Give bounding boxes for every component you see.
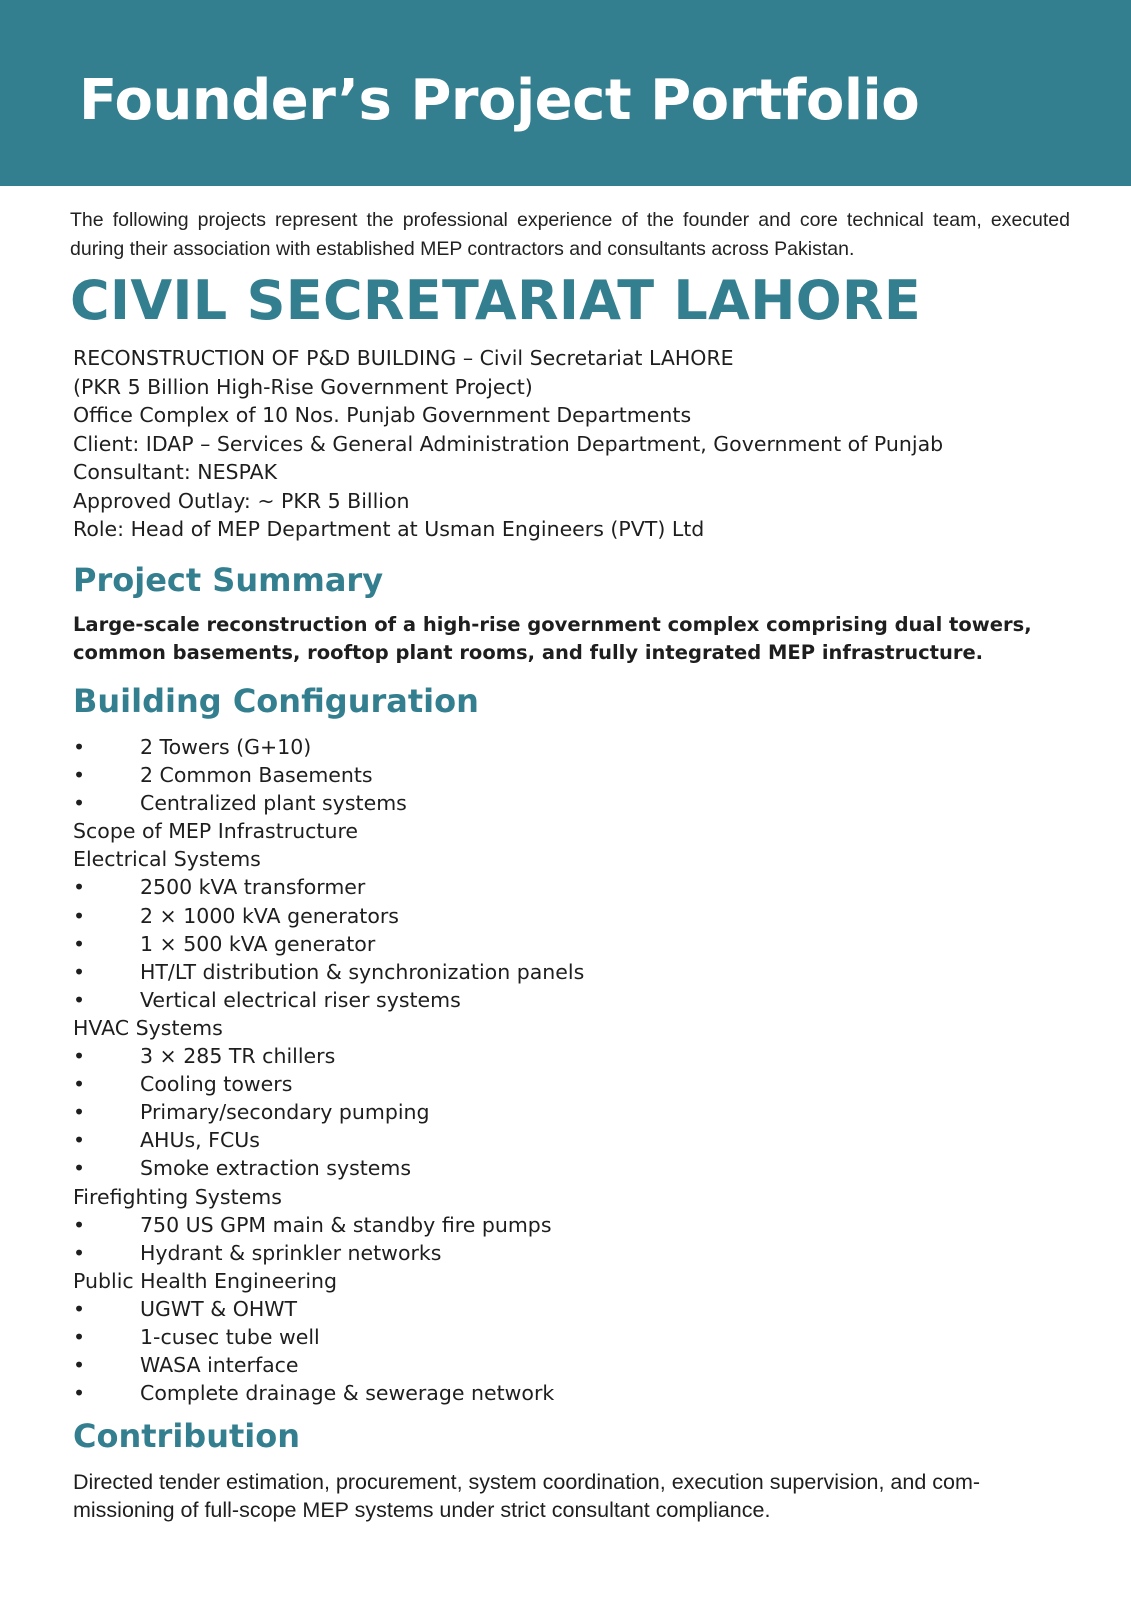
bullet-item xyxy=(73,1042,358,1070)
bullet-icon: • xyxy=(73,791,86,816)
bullet-text: Complete drainage & sewerage network xyxy=(140,1381,555,1406)
detail-line: Approved Outlay: ~ PKR 5 Billion xyxy=(73,488,410,513)
bullet-text: HT/LT distribution & synchronization panels xyxy=(140,959,585,984)
bullet-text: Smoke extraction systems xyxy=(140,1156,412,1181)
bullet-icon: • xyxy=(73,1240,86,1265)
bullet-text: Vertical electrical riser systems xyxy=(140,987,461,1012)
bullet-icon: • xyxy=(73,735,86,759)
bullet-icon: • xyxy=(73,763,86,788)
bullet-item xyxy=(73,902,399,930)
bullet-icon: • xyxy=(73,903,86,928)
bullet-item xyxy=(73,986,461,1014)
bullet-text: Centralized plant systems xyxy=(140,791,407,816)
bullet-icon: • xyxy=(73,1212,86,1237)
bullet-text: 1 × 500 kVA generator xyxy=(140,931,376,956)
bullet-text: 3 × 285 TR chillers xyxy=(140,1044,336,1069)
bullet-item xyxy=(73,1070,358,1098)
bullet-text: 2 Common Basements xyxy=(140,763,373,788)
bullet-icon: • xyxy=(73,1381,86,1406)
bullet-text: 2500 kVA transformer xyxy=(140,875,366,900)
bullet-item xyxy=(73,873,366,901)
bullet-text: Cooling towers xyxy=(140,1072,293,1097)
bullet-item xyxy=(73,1154,412,1182)
configuration-list xyxy=(73,733,585,1407)
bullet-icon: • xyxy=(73,1156,86,1181)
detail-line: Office Complex of 10 Nos. Punjab Government Departments xyxy=(73,403,692,427)
detail-line: RECONSTRUCTION OF P&D BUILDING – Civil Secretariat LAHORE xyxy=(73,346,734,370)
summary-text: Large-scale reconstruction of a high-rise government complex comprising dual towers, common basements, rooftop plant rooms, and fully integrated MEP infrastructure. xyxy=(73,613,1032,664)
bullet-icon: • xyxy=(73,987,86,1012)
bullet-icon: • xyxy=(73,1353,86,1378)
bullet-icon: • xyxy=(73,1100,86,1125)
bullet-item xyxy=(73,1239,442,1267)
bullet-text: 1-cusec tube well xyxy=(140,1324,320,1349)
bullet-item xyxy=(73,1295,358,1323)
header-banner xyxy=(0,0,1131,186)
section-subheading: Scope of MEP Infrastructure xyxy=(73,819,359,844)
bullet-text: 750 US GPM main & standby fire pumps xyxy=(140,1212,552,1237)
intro-paragraph: The following projects represent the professional experience of the founder and core technical team, executed during their association with established MEP contractors and consultants across Pakistan. xyxy=(70,209,1070,260)
section-subheading: Firefighting Systems xyxy=(73,1184,282,1209)
contribution-text: Directed tender estimation, procurement, system coordination, execution supervision, and com-missioning of full-scope MEP systems under strict consultant compliance. xyxy=(73,1470,981,1522)
bullet-item xyxy=(73,1323,358,1351)
project-details xyxy=(73,344,943,544)
page-title: Founder’s Project Portfolio xyxy=(79,68,920,133)
bullet-item xyxy=(73,1211,552,1239)
bullet-item xyxy=(73,958,585,986)
bullet-text: 2 Towers (G+10) xyxy=(140,735,312,759)
summary-heading: Project Summary xyxy=(73,561,384,599)
bullet-item xyxy=(73,761,373,789)
bullet-item xyxy=(73,789,407,817)
contribution-heading: Contribution xyxy=(73,1417,301,1455)
bullet-item xyxy=(73,930,376,958)
bullet-item xyxy=(73,1379,555,1407)
bullet-item xyxy=(73,1098,430,1126)
detail-line: (PKR 5 Billion High-Rise Government Project) xyxy=(73,374,533,399)
bullet-icon: • xyxy=(73,959,86,984)
section-subheading: Electrical Systems xyxy=(73,847,261,872)
detail-line: Client: IDAP – Services & General Administration Department, Government of Punjab xyxy=(73,431,944,456)
bullet-icon: • xyxy=(73,1128,86,1153)
configuration-heading: Building Configuration xyxy=(73,682,479,720)
bullet-text: UGWT & OHWT xyxy=(140,1296,298,1321)
detail-line: Role: Head of MEP Department at Usman Engineers (PVT) Ltd xyxy=(73,517,705,541)
section-subheading: HVAC Systems xyxy=(73,1015,223,1040)
bullet-item xyxy=(73,1126,358,1154)
bullet-text: AHUs, FCUs xyxy=(140,1128,260,1153)
bullet-icon: • xyxy=(73,1296,86,1321)
bullet-item xyxy=(73,1351,358,1379)
bullet-icon: • xyxy=(73,1324,86,1349)
project-title: CIVIL SECRETARIAT LAHORE xyxy=(70,269,922,332)
bullet-text: WASA interface xyxy=(140,1353,299,1378)
bullet-icon: • xyxy=(73,1044,86,1069)
bullet-text: Primary/secondary pumping xyxy=(140,1100,430,1125)
bullet-text: 2 × 1000 kVA generators xyxy=(140,903,399,928)
detail-line: Consultant: NESPAK xyxy=(73,460,278,484)
bullet-icon: • xyxy=(73,931,86,956)
bullet-item xyxy=(73,733,358,761)
bullet-text: Hydrant & sprinkler networks xyxy=(140,1240,442,1265)
bullet-icon: • xyxy=(73,875,86,900)
section-subheading: Public Health Engineering xyxy=(73,1268,338,1293)
bullet-icon: • xyxy=(73,1072,86,1097)
